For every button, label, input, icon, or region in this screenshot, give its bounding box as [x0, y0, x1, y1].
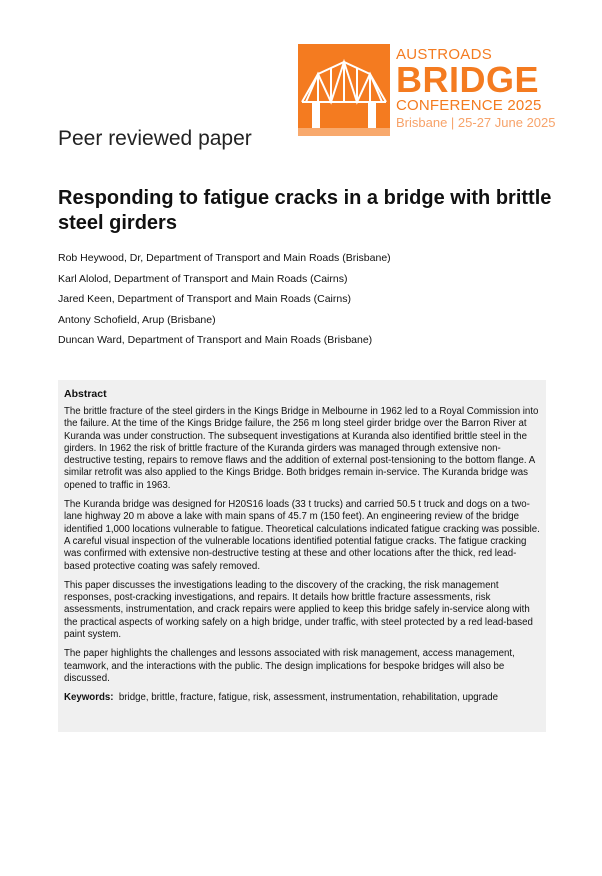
logo-text — [396, 46, 556, 132]
logo-line-bridge: BRIDGE — [396, 59, 540, 100]
conference-logo — [298, 44, 556, 136]
author-item: Antony Schofield, Arup (Brisbane) — [58, 313, 216, 326]
author-item: Rob Heywood, Dr, Department of Transport and Main Roads (Brisbane) — [58, 252, 391, 264]
logo-line-austroads: AUSTROADS — [396, 46, 493, 63]
bridge-logo-icon — [298, 44, 390, 136]
keywords-line — [64, 692, 540, 704]
peer-reviewed-label: Peer reviewed paper — [58, 127, 252, 150]
paper-title: Responding to fatigue cracks in a bridge with brittle steel girders — [58, 187, 552, 234]
author-item: Jared Keen, Department of Transport and Main Roads (Cairns) — [58, 293, 351, 305]
logo-line-conference: CONFERENCE 2025 — [396, 97, 542, 114]
abstract-paragraph: The paper highlights the challenges and lessons associated with risk management, access management, teamwork, and the interactions with the public. The design implications for bespoke bridges will also be discussed. — [64, 648, 515, 684]
abstract-paragraph: The brittle fracture of the steel girders in the Kings Bridge in Melbourne in 1962 led to a Royal Commission into the failure. At the time of the Kings Bridge failure, the 256 m long steel girder bridge over the Barron River at Kuranda was under construction. The subsequent investigations at Kuranda also identified brittle steel in the girders. In 1962 the risk of brittle fracture of the Kuranda girders was managed through extensive non-destructive testing, repairs to remove flaws and the addition of external post-tensioning to the bottom flange. A similar retrofit was also applied to the Kings Bridge. Both bridges remain in-service. The Kuranda bridge was opened to traffic in 1963. — [64, 406, 539, 491]
keywords-label: Keywords: — [64, 692, 114, 704]
logo-line-location-date: Brisbane | 25-27 June 2025 — [396, 115, 556, 130]
keywords-list: bridge, brittle, fracture, fatigue, risk, assessment, instrumentation, rehabilitation, upgrade — [118, 692, 499, 704]
abstract-box — [58, 380, 546, 732]
abstract-paragraph: This paper discusses the investigations leading to the discovery of the cracking, the risk management responses, post-cracking investigations, and repairs. It details how brittle fracture assessments, risk assessments, instrumentation, and crack repairs were applied to keep this bridge safely in-service along with the practical aspects of working safely on a high bridge, under traffic, with steel protected by a red lead-based paint system. — [64, 579, 533, 641]
abstract-heading: Abstract — [64, 388, 107, 400]
author-item: Karl Alolod, Department of Transport and Main Roads (Cairns) — [58, 272, 348, 285]
author-list — [58, 248, 538, 351]
author-item: Duncan Ward, Department of Transport and Main Roads (Brisbane) — [58, 334, 373, 346]
abstract-paragraph: The Kuranda bridge was designed for H20S16 loads (33 t trucks) and carried 50.5 t truck and dogs on a two-lane highway 20 m above a lake with main spans of 45.7 m (150 feet). An engineering review of the bridge identified 1,000 locations vulnerable to fatigue. Theoretical calculations indicated fatigue cracking was possible. A careful visual inspection of the vulnerable locations identified potential fatigue cracks. The fatigue cracking was confirmed with extensive non-destructive testing at these and other locations after the thick, red lead-based protective coating was safely removed. — [64, 499, 540, 572]
